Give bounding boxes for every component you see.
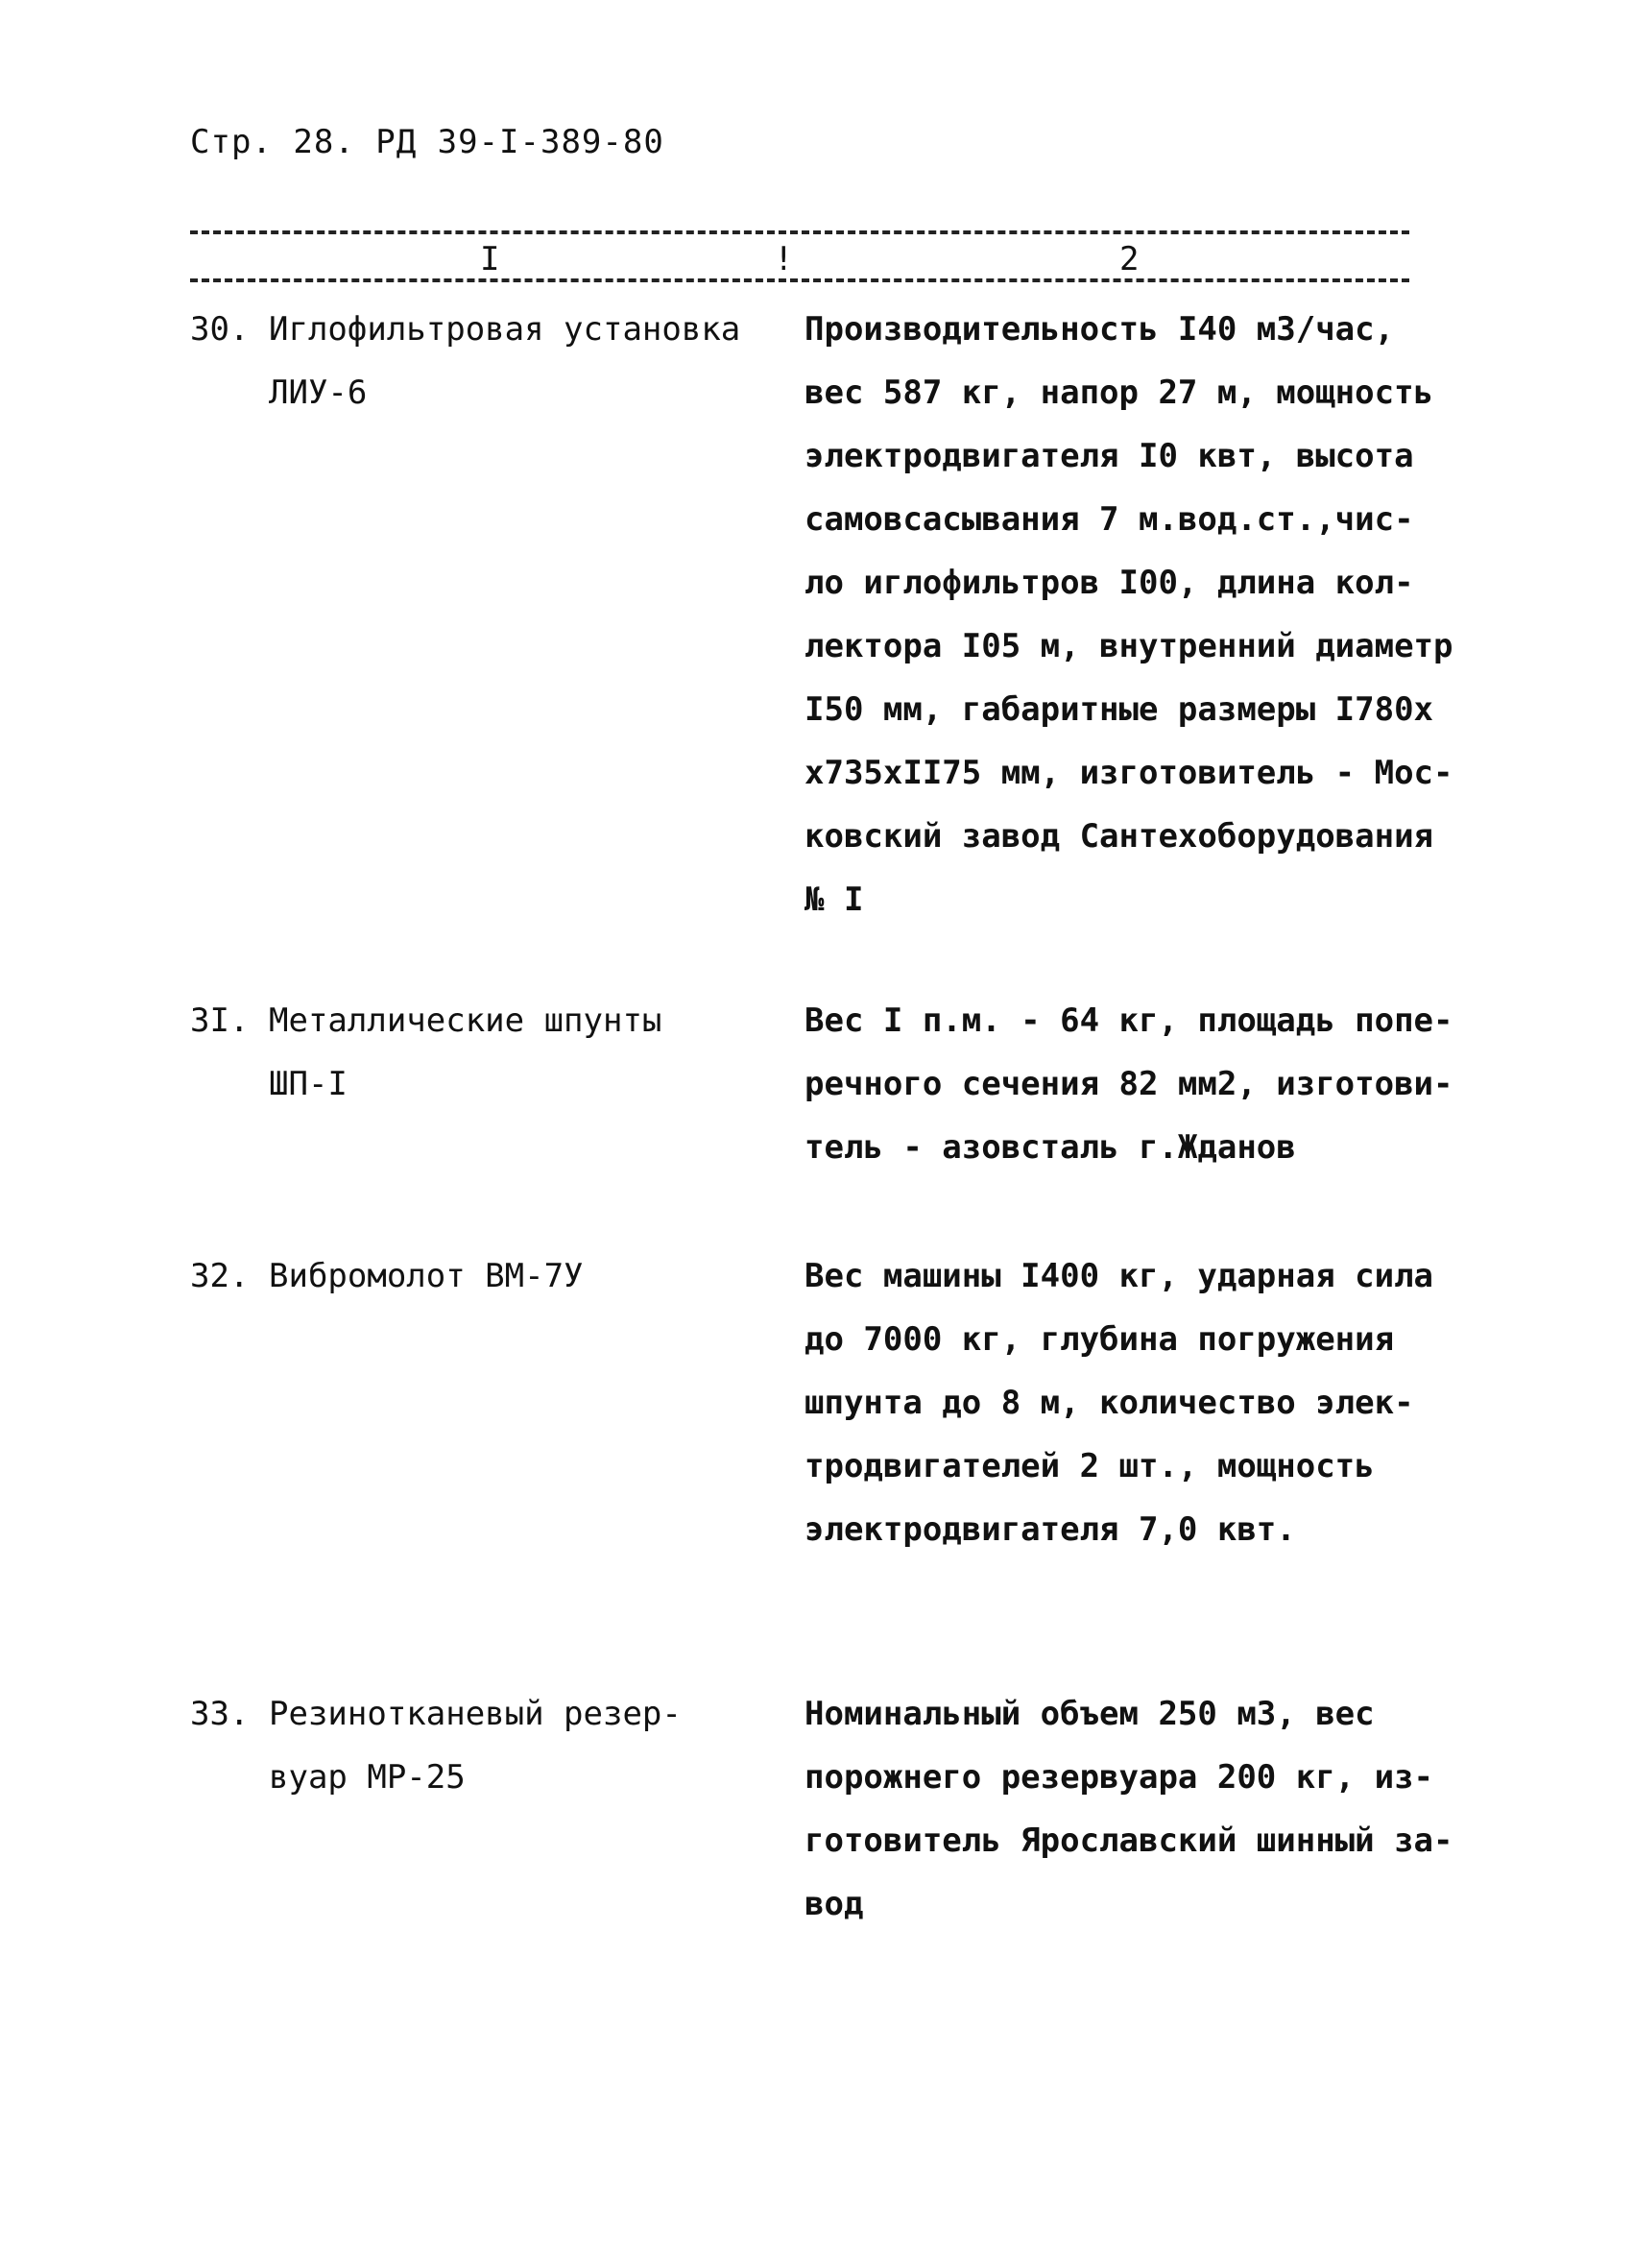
equipment-description: Вес машины I400 кг, ударная сила до 7000 кг, глубина погружения шпунта до 8 м, количество элек- тродвигателей 2 шт., мощность электродвигателя 7,0 квт.	[804, 1257, 1434, 1549]
entry-number: 3I.	[190, 1001, 250, 1040]
column-separator: !	[766, 240, 801, 278]
equipment-name: Металлические шпунты ШП-I	[269, 1001, 662, 1103]
page-header: Стр. 28. РД 39-I-389-80	[190, 123, 664, 161]
equipment-name: Иглофильтровая установка ЛИУ-6	[269, 310, 741, 412]
column-1-number: I	[472, 240, 507, 278]
entry-number: 32.	[190, 1257, 250, 1295]
equipment-name: Резинотканевый резер- вуар МР-25	[269, 1695, 682, 1797]
table-header-rule	[190, 278, 1409, 282]
table-top-rule	[190, 230, 1409, 234]
entry-number: 30.	[190, 310, 250, 349]
equipment-description: Вес I п.м. - 64 кг, площадь попе- речного сечения 82 мм2, изготови- тель - азовсталь г.Жданов	[804, 1001, 1453, 1167]
entry-number: 33.	[190, 1695, 250, 1733]
equipment-description: Номинальный объем 250 м3, вес порожнего резервуара 200 кг, из- готовитель Ярославский шинный за- вод	[804, 1695, 1453, 1923]
equipment-name: Вибромолот ВМ-7У	[269, 1257, 584, 1295]
column-2-number: 2	[1112, 240, 1146, 278]
equipment-description: Производительность I40 м3/час, вес 587 кг, напор 27 м, мощность электродвигателя I0 квт, высота самовсасывания 7 м.вод.ст.,чис- ло иглофильтров I00, длина кол- лектора I05 м, внутренний диаметр I50 мм, габаритные размеры I780х х735хII75 мм, изготовитель - Мос- ковский завод Сантехоборудования № I	[804, 310, 1453, 919]
